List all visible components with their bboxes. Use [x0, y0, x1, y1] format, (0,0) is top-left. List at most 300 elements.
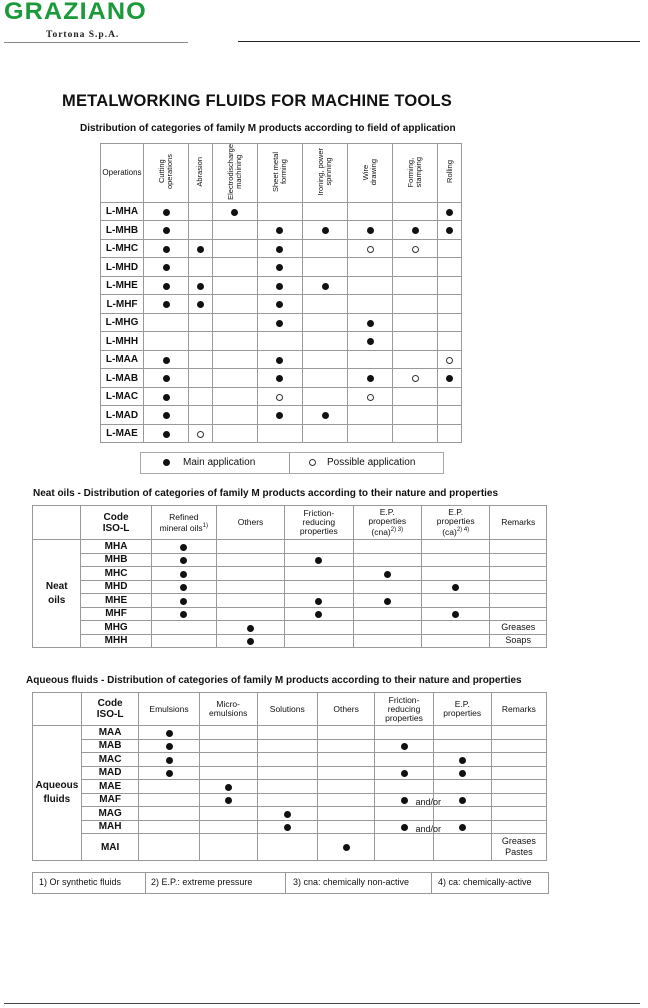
table-row: [33, 594, 547, 608]
main-application-icon: [446, 209, 453, 216]
legend-possible-label: Possible application: [327, 457, 416, 468]
row-code: L-MHE: [101, 276, 144, 295]
table-cell: [257, 313, 302, 332]
row-code: L-MAE: [101, 424, 144, 443]
table-cell: [491, 807, 546, 821]
table-cell: [257, 350, 302, 369]
main-application-icon: [166, 757, 173, 764]
main-application-icon: [163, 375, 170, 382]
main-application-icon: [322, 283, 329, 290]
table-cell: [490, 607, 547, 621]
table-cell: [317, 766, 375, 780]
table-cell: [302, 295, 347, 314]
main-application-icon: [276, 227, 283, 234]
table-cell: [212, 313, 257, 332]
table-cell: [212, 202, 257, 221]
table-row: [101, 350, 462, 369]
group-label: Aqueous fluids: [33, 726, 82, 861]
table-row: [33, 753, 547, 767]
table-cell: [433, 793, 491, 807]
main-application-icon: [225, 797, 232, 804]
table-cell: [491, 780, 546, 794]
table-cell: [421, 580, 489, 594]
table-cell: [438, 221, 462, 240]
table-cell: [393, 276, 438, 295]
table-cell: [189, 332, 213, 351]
column-header: Friction- reducing properties: [375, 693, 433, 726]
table-cell: [199, 834, 257, 861]
row-code: MHD: [81, 580, 151, 594]
table-cell: [375, 726, 433, 740]
header-row: [33, 506, 547, 540]
legend-main-label: Main application: [183, 457, 256, 468]
column-header: [302, 144, 347, 203]
table-cell: [285, 553, 353, 567]
table-cell: [189, 369, 213, 388]
footnotes: [32, 872, 549, 894]
main-application-icon: [180, 557, 187, 564]
row-code: L-MHH: [101, 332, 144, 351]
possible-application-icon: [367, 394, 374, 401]
main-application-icon: [384, 598, 391, 605]
main-application-icon: [247, 625, 254, 632]
main-application-icon: [163, 227, 170, 234]
main-application-icon: [276, 357, 283, 364]
table-cell: [189, 424, 213, 443]
row-code: L-MHB: [101, 221, 144, 240]
table-row: [101, 276, 462, 295]
table-cell: [393, 258, 438, 277]
main-application-icon: [459, 797, 466, 804]
row-code: MAC: [81, 753, 139, 767]
possible-application-icon: [367, 246, 374, 253]
table-cell: [433, 766, 491, 780]
table-cell: [438, 258, 462, 277]
table-row: [33, 621, 547, 635]
row-code: MAB: [81, 739, 139, 753]
table-cell: [212, 295, 257, 314]
table-row: [33, 820, 547, 834]
table-cell: [257, 295, 302, 314]
column-header: [438, 144, 462, 203]
table-cell: [348, 313, 393, 332]
table-cell: [257, 202, 302, 221]
company-logo: [4, 0, 190, 40]
footnote-1: 1) Or synthetic fluids: [39, 877, 122, 887]
main-application-icon: [459, 757, 466, 764]
table-cell: [353, 594, 421, 608]
table-cell: [433, 807, 491, 821]
table-cell: [375, 753, 433, 767]
table-row: [33, 540, 547, 554]
main-application-icon: [315, 611, 322, 618]
table-cell: [302, 332, 347, 351]
table-cell: [189, 387, 213, 406]
table-cell: [189, 406, 213, 425]
row-code: L-MAD: [101, 406, 144, 425]
table-cell: [212, 350, 257, 369]
main-application-icon: [166, 730, 173, 737]
main-application-icon: [180, 584, 187, 591]
main-application-icon: [284, 824, 291, 831]
table-cell: [438, 295, 462, 314]
table-cell: [491, 820, 546, 834]
table-cell: [216, 540, 284, 554]
table-cell: [257, 276, 302, 295]
table-cell: [212, 369, 257, 388]
footnote-ref: 1): [202, 522, 208, 529]
table-cell: [348, 424, 393, 443]
header-row: [33, 693, 547, 726]
table-cell: [257, 739, 317, 753]
table-row: [33, 807, 547, 821]
table-row: [101, 239, 462, 258]
table-cell: [393, 332, 438, 351]
table-cell: [216, 621, 284, 635]
table-cell: [393, 295, 438, 314]
company-subtitle: Tortona S.p.A.: [46, 30, 120, 40]
table-cell: [199, 766, 257, 780]
table-cell: [438, 424, 462, 443]
table-row: [33, 739, 547, 753]
table-cell: [393, 387, 438, 406]
column-header-label: Ironing, power spinning: [316, 148, 333, 196]
main-application-icon: [276, 301, 283, 308]
footnote-2: 2) E.P.: extreme pressure: [151, 877, 253, 887]
table-cell: [216, 634, 284, 648]
header-row: [101, 144, 462, 203]
main-application-icon: [367, 375, 374, 382]
column-header: E.P. properties (cna)$^{2) 3)}$: [353, 506, 421, 540]
table-cell: [144, 387, 189, 406]
main-application-icon: [401, 797, 408, 804]
table-cell: [285, 621, 353, 635]
table-cell: [144, 313, 189, 332]
table-cell: [353, 580, 421, 594]
table-cell: [139, 753, 199, 767]
remark-text: Greases Pastes: [501, 836, 536, 857]
table-cell: [375, 739, 433, 753]
table-cell: [438, 239, 462, 258]
column-header: E.P. properties: [433, 693, 491, 726]
main-application-icon: [163, 246, 170, 253]
table-cell: [151, 621, 216, 635]
table-cell: [212, 276, 257, 295]
column-header: [144, 144, 189, 203]
and-or-label: and/or: [415, 823, 441, 834]
main-application-icon: [322, 227, 329, 234]
table-cell: [375, 766, 433, 780]
main-application-icon: [367, 320, 374, 327]
row-code: L-MHF: [101, 295, 144, 314]
table-cell: [144, 332, 189, 351]
table-cell: [490, 567, 547, 581]
table3-subtitle: Aqueous fluids - Distribution of categories of family M products according to their nature and properties: [26, 675, 522, 686]
table-cell: [144, 406, 189, 425]
blank-header: [33, 506, 81, 540]
footnote-ref: 2) 3): [390, 527, 404, 534]
table-row: [101, 202, 462, 221]
main-application-icon: [197, 246, 204, 253]
table-cell: [257, 793, 317, 807]
main-application-icon: [343, 844, 350, 851]
table-cell: [151, 553, 216, 567]
table-cell: [348, 221, 393, 240]
page-title: METALWORKING FLUIDS FOR MACHINE TOOLS: [62, 92, 452, 110]
table-cell: [375, 820, 441, 834]
table-cell: [257, 387, 302, 406]
main-application-icon: [180, 611, 187, 618]
possible-application-icon: [412, 375, 419, 382]
main-application-icon: [446, 375, 453, 382]
table-cell: [491, 766, 546, 780]
table-cell: [490, 621, 547, 635]
table-row: [33, 766, 547, 780]
table-cell: [212, 387, 257, 406]
table-cell: [151, 580, 216, 594]
main-application-icon: [452, 584, 459, 591]
row-code: L-MAC: [101, 387, 144, 406]
row-code: MHG: [81, 621, 151, 635]
table-cell: [144, 424, 189, 443]
table-cell: [302, 406, 347, 425]
table-cell: [302, 258, 347, 277]
application-table: [100, 143, 462, 443]
table-cell: [199, 780, 257, 794]
main-application-icon: [315, 598, 322, 605]
table-cell: [189, 221, 213, 240]
main-application-icon: [163, 209, 170, 216]
table-row: [33, 567, 547, 581]
row-code: L-MHC: [101, 239, 144, 258]
table-cell: [151, 634, 216, 648]
column-header-label: Forming, stamping: [406, 156, 424, 188]
column-header: Others: [216, 506, 284, 540]
main-application-icon: [180, 598, 187, 605]
table-cell: [257, 424, 302, 443]
table-cell: [302, 350, 347, 369]
table-cell: [189, 295, 213, 314]
table-cell: [490, 553, 547, 567]
main-application-icon: [231, 209, 238, 216]
row-code: MAD: [81, 766, 139, 780]
main-application-icon: [276, 246, 283, 253]
table-cell: [375, 780, 433, 794]
table-cell: [139, 726, 199, 740]
table1-subtitle: Distribution of categories of family M products according to field of application: [80, 123, 456, 134]
table-cell: [317, 780, 375, 794]
table-cell: [199, 793, 257, 807]
main-application-icon: [225, 784, 232, 791]
table-cell: [285, 580, 353, 594]
table-cell: [438, 202, 462, 221]
table-cell: [438, 313, 462, 332]
possible-application-icon: [309, 459, 316, 466]
table-cell: [302, 276, 347, 295]
footnote-ref: 2) 4): [456, 527, 470, 534]
table-cell: [353, 540, 421, 554]
row-code: L-MAA: [101, 350, 144, 369]
column-header: Remarks: [491, 693, 546, 726]
main-application-icon: [163, 412, 170, 419]
table-cell: [285, 634, 353, 648]
table-cell: [438, 406, 462, 425]
table-cell: [257, 406, 302, 425]
row-code: MHB: [81, 553, 151, 567]
table-cell: [317, 753, 375, 767]
row-code: MAA: [81, 726, 139, 740]
table-cell: [212, 221, 257, 240]
table-cell: [139, 766, 199, 780]
table-cell: [433, 739, 491, 753]
table-row: [101, 258, 462, 277]
table-cell: [438, 332, 462, 351]
table-cell: [302, 239, 347, 258]
main-application-icon: [163, 283, 170, 290]
neat-oils-table: [32, 505, 547, 648]
aqueous-fluids-table: [32, 692, 547, 861]
table-cell: [490, 540, 547, 554]
table-cell: [199, 739, 257, 753]
table-cell: [302, 313, 347, 332]
main-application-icon: [163, 357, 170, 364]
table-cell: [438, 350, 462, 369]
table-cell: [257, 834, 317, 861]
and-or-label: and/or: [415, 796, 441, 807]
legend: [140, 452, 444, 474]
table-cell: [490, 594, 547, 608]
table-row: [33, 726, 547, 740]
table-cell: [285, 607, 353, 621]
table-cell: [139, 739, 199, 753]
main-application-icon: [163, 431, 170, 438]
table-cell: [144, 295, 189, 314]
table-cell: [285, 594, 353, 608]
main-application-icon: [401, 770, 408, 777]
table-cell: [393, 313, 438, 332]
table-cell: [317, 726, 375, 740]
table-cell: [257, 221, 302, 240]
main-application-icon: [166, 770, 173, 777]
table-cell: [353, 567, 421, 581]
table-cell: [491, 834, 546, 861]
table-cell: [257, 369, 302, 388]
possible-application-icon: [276, 394, 283, 401]
main-application-icon: [197, 301, 204, 308]
table-cell: [212, 424, 257, 443]
table-cell: [348, 406, 393, 425]
row-code: MHF: [81, 607, 151, 621]
table-row: [101, 221, 462, 240]
main-application-icon: [247, 638, 254, 645]
table-cell: [216, 580, 284, 594]
main-application-icon: [446, 227, 453, 234]
table-cell: [302, 221, 347, 240]
main-application-icon: [163, 459, 170, 466]
main-application-icon: [276, 264, 283, 271]
column-header-label: Electrodischarge machining: [225, 144, 243, 200]
table-cell: [353, 553, 421, 567]
remark-text: Soaps: [505, 635, 531, 646]
table-cell: [257, 780, 317, 794]
column-header-label: Abrasion: [195, 157, 205, 187]
table-cell: [421, 607, 489, 621]
main-application-icon: [459, 824, 466, 831]
table-cell: [216, 607, 284, 621]
column-header: Refined mineral oils$^{1)}$: [151, 506, 216, 540]
table-cell: [199, 726, 257, 740]
table-cell: [348, 350, 393, 369]
header-rule: [238, 41, 640, 42]
table-cell: [433, 780, 491, 794]
column-header: [212, 144, 257, 203]
column-header-label: Cutting operations: [157, 154, 175, 190]
table-cell: [212, 332, 257, 351]
table-cell: [302, 202, 347, 221]
main-application-icon: [315, 557, 322, 564]
table-cell: [285, 567, 353, 581]
possible-application-icon: [197, 431, 204, 438]
table-cell: [189, 313, 213, 332]
table-row: [33, 580, 547, 594]
table-cell: [139, 793, 199, 807]
main-application-icon: [180, 544, 187, 551]
table-cell: [189, 350, 213, 369]
main-application-icon: [163, 394, 170, 401]
table-cell: [348, 387, 393, 406]
main-application-icon: [180, 571, 187, 578]
table-cell: [438, 387, 462, 406]
table-cell: [302, 424, 347, 443]
row-code: MAF: [81, 793, 139, 807]
table-row: [33, 834, 547, 861]
main-application-icon: [367, 338, 374, 345]
table-cell: [317, 807, 375, 821]
table-cell: [421, 540, 489, 554]
column-header: [348, 144, 393, 203]
table-cell: [144, 350, 189, 369]
main-application-icon: [197, 283, 204, 290]
table-row: [101, 424, 462, 443]
main-application-icon: [367, 227, 374, 234]
table-cell: [433, 753, 491, 767]
table-cell: [491, 793, 546, 807]
table-cell: [144, 369, 189, 388]
column-header: [393, 144, 438, 203]
table-cell: [348, 258, 393, 277]
table-cell: [144, 239, 189, 258]
table-cell: [421, 621, 489, 635]
table-cell: [212, 239, 257, 258]
footnote-3: 3) cna: chemically non-active: [293, 877, 410, 887]
table-cell: [199, 807, 257, 821]
table-cell: [393, 239, 438, 258]
table-row: [101, 406, 462, 425]
table-row: [101, 369, 462, 388]
possible-application-icon: [446, 357, 453, 364]
footer-rule: [4, 1003, 640, 1004]
group-label: Neat oils: [33, 540, 81, 648]
table-cell: [348, 369, 393, 388]
table-cell: [348, 332, 393, 351]
main-application-icon: [163, 301, 170, 308]
table-cell: [317, 834, 375, 861]
table-cell: [393, 424, 438, 443]
table-cell: [433, 820, 491, 834]
table-cell: [490, 580, 547, 594]
column-header: Friction- reducing properties: [285, 506, 353, 540]
table-cell: [348, 276, 393, 295]
